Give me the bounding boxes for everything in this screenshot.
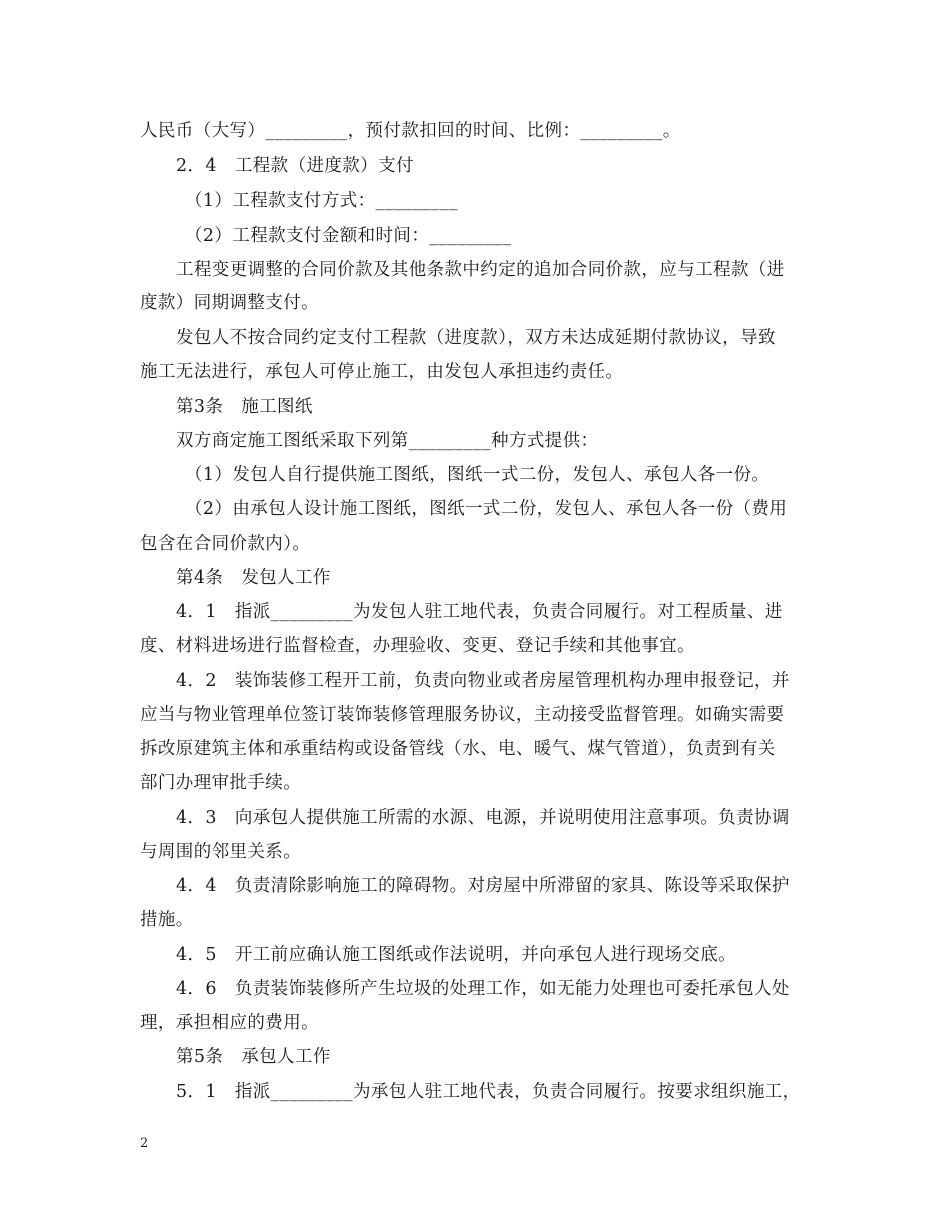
text-line: 4．3 向承包人提供施工所需的水源、电源，并说明使用注意事项。负责协调 bbox=[176, 808, 790, 828]
text-line: （1）工程款支付方式：_________ bbox=[185, 191, 458, 211]
text-line: 措施。 bbox=[140, 910, 194, 930]
text-line: 施工无法进行，承包人可停止施工，由发包人承担违约责任。 bbox=[140, 362, 624, 382]
text-line: 理，承担相应的费用。 bbox=[140, 1013, 319, 1033]
article-heading: 第3条 施工图纸 bbox=[176, 397, 313, 417]
text-line: 度、材料进场进行监督检查，办理验收、变更、登记手续和其他事宜。 bbox=[140, 636, 695, 656]
text-line: 应当与物业管理单位签订装饰装修管理服务协议，主动接受监督管理。如确实需要 bbox=[140, 705, 785, 725]
text-line: 部门办理审批手续。 bbox=[140, 773, 302, 793]
article-heading: 第5条 承包人工作 bbox=[176, 1047, 331, 1067]
text-line: 4．6 负责装饰装修所产生垃圾的处理工作，如无能力处理也可委托承包人处 bbox=[176, 979, 790, 999]
text-line: 与周围的邻里关系。 bbox=[140, 842, 302, 862]
text-line: 度款）同期调整支付。 bbox=[140, 293, 319, 313]
text-line: 4．5 开工前应确认施工图纸或作法说明，并向承包人进行现场交底。 bbox=[176, 945, 737, 965]
text-line: 拆改原建筑主体和承重结构或设备管线（水、电、暖气、煤气管道），负责到有关 bbox=[140, 739, 776, 759]
text-line: 双方商定施工图纸采取下列第_________种方式提供： bbox=[176, 431, 599, 451]
text-line: 4．1 指派_________为发包人驻工地代表，负责合同履行。对工程质量、进 bbox=[176, 602, 783, 622]
text-line: （2）由承包人设计施工图纸，图纸一式二份，发包人、承包人各一份（费用 bbox=[185, 499, 788, 519]
article-heading: 第4条 发包人工作 bbox=[176, 568, 331, 588]
text-line: 包含在合同价款内）。 bbox=[140, 534, 311, 554]
text-line: 发包人不按合同约定支付工程款（进度款），双方未达成延期付款协议，导致 bbox=[176, 328, 776, 348]
text-line: 工程变更调整的合同价款及其他条款中约定的追加合同价款，应与工程款（进 bbox=[176, 260, 785, 280]
text-line: 4．4 负责清除影响施工的障碍物。对房屋中所滞留的家具、陈设等采取保护 bbox=[176, 876, 790, 896]
text-line: 5．1 指派_________为承包人驻工地代表，负责合同履行。按要求组织施工， bbox=[176, 1082, 801, 1102]
page-number: 2 bbox=[140, 1136, 149, 1151]
text-line: 人民币（大写）_________，预付款扣回的时间、比例：_________。 bbox=[140, 121, 681, 141]
text-line: （1）发包人自行提供施工图纸，图纸一式二份，发包人、承包人各一份。 bbox=[185, 465, 770, 485]
text-line: （2）工程款支付金额和时间：_________ bbox=[185, 226, 512, 246]
text-line: 4．2 装饰装修工程开工前，负责向物业或者房屋管理机构办理申报登记，并 bbox=[176, 671, 790, 691]
section-heading: 2．4 工程款（进度款）支付 bbox=[176, 156, 414, 176]
